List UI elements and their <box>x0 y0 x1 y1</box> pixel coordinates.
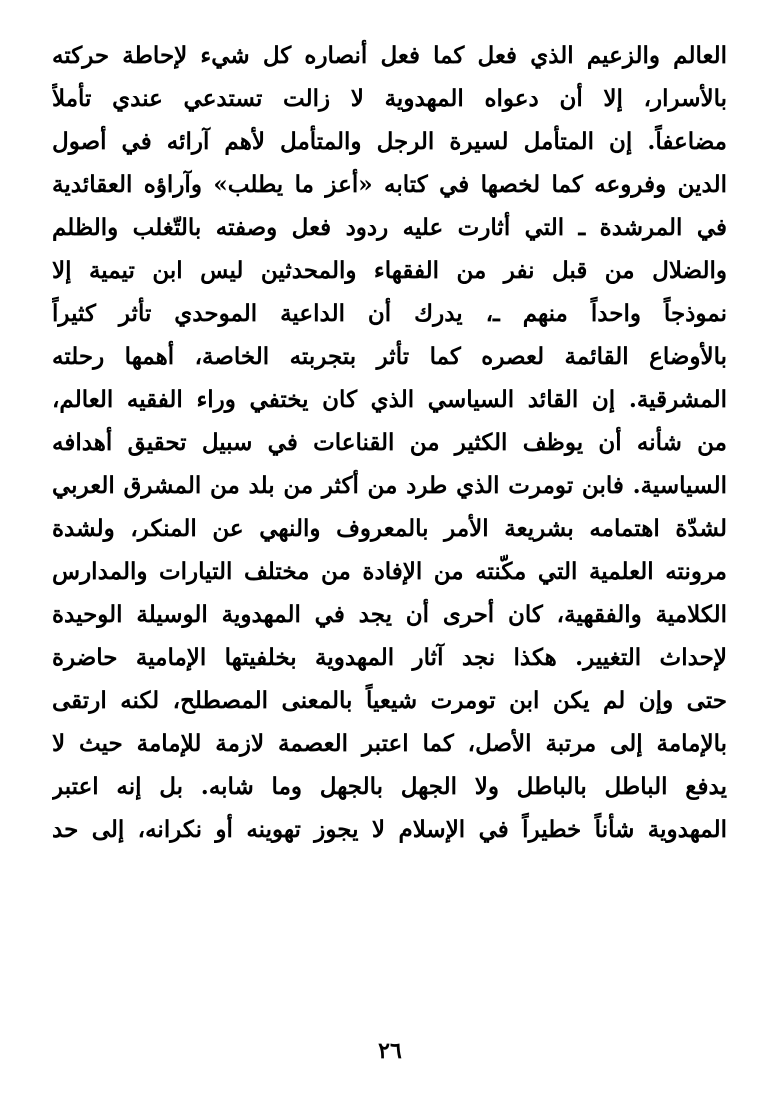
text-line-12: لشدّة اهتمامه بشريعة الأمر بالمعروف والنهي عن المنكر، ولشدة <box>52 515 727 542</box>
text-line-18: يدفع الباطل بالباطل ولا الجهل بالجهل وما شابه. بل إنه اعتبر <box>52 773 727 800</box>
text-line-13: مرونته العلمية التي مكّنته من الإفادة من مختلف التيارات والمدارس <box>52 558 727 585</box>
text-line-6: والضلال من قبل نفر من الفقهاء والمحدثين ليس ابن تيمية إلا <box>52 257 727 284</box>
text-line-10: من شأنه أن يوظف الكثير من القناعات في سبيل تحقيق أهدافه <box>52 429 727 456</box>
text-line-3: مضاعفاً. إن المتأمل لسيرة الرجل والمتأمل لأهم آرائه في أصول <box>52 128 727 155</box>
text-line-15: لإحداث التغيير. هكذا نجد آثار المهدوية بخلفيتها الإمامية حاضرة <box>52 644 727 671</box>
page-number: ٢٦ <box>378 1038 402 1064</box>
text-line-7: نموذجاً واحداً منهم ـ، يدرك أن الداعية الموحدي تأثر كثيراً <box>52 300 727 327</box>
page-body <box>52 34 727 851</box>
text-line-9: المشرقية. إن القائد السياسي الذي كان يختفي وراء الفقيه العالم، <box>52 386 727 413</box>
text-line-5: في المرشدة ـ التي أثارت عليه ردود فعل وصفته بالتّغلب والظلم <box>52 214 727 241</box>
text-line-2: بالأسرار، إلا أن دعواه المهدوية لا زالت تستدعي عندي تأملاً <box>52 85 727 112</box>
text-line-4: الدين وفروعه كما لخصها في كتابه «أعز ما يطلب» وآراؤه العقائدية <box>52 171 727 198</box>
text-line-11: السياسية. فابن تومرت الذي طرد من أكثر من بلد من المشرق العربي <box>52 472 727 499</box>
text-line-17: بالإمامة إلى مرتبة الأصل، كما اعتبر العصمة لازمة للإمامة حيث لا <box>52 730 727 757</box>
text-line-19: المهدوية شأناً خطيراً في الإسلام لا يجوز تهوينه أو نكرانه، إلى حد <box>52 816 727 843</box>
text-line-8: بالأوضاع القائمة لعصره كما تأثر بتجربته الخاصة، أهمها رحلته <box>52 343 727 370</box>
text-line-16: حتى وإن لم يكن ابن تومرت شيعياً بالمعنى المصطلح، لكنه ارتقى <box>52 687 727 714</box>
text-line-1: العالم والزعيم الذي فعل كما فعل أنصاره كل شيء لإحاطة حركته <box>52 42 727 69</box>
text-line-14: الكلامية والفقهية، كان أحرى أن يجد في المهدوية الوسيلة الوحيدة <box>52 601 727 628</box>
